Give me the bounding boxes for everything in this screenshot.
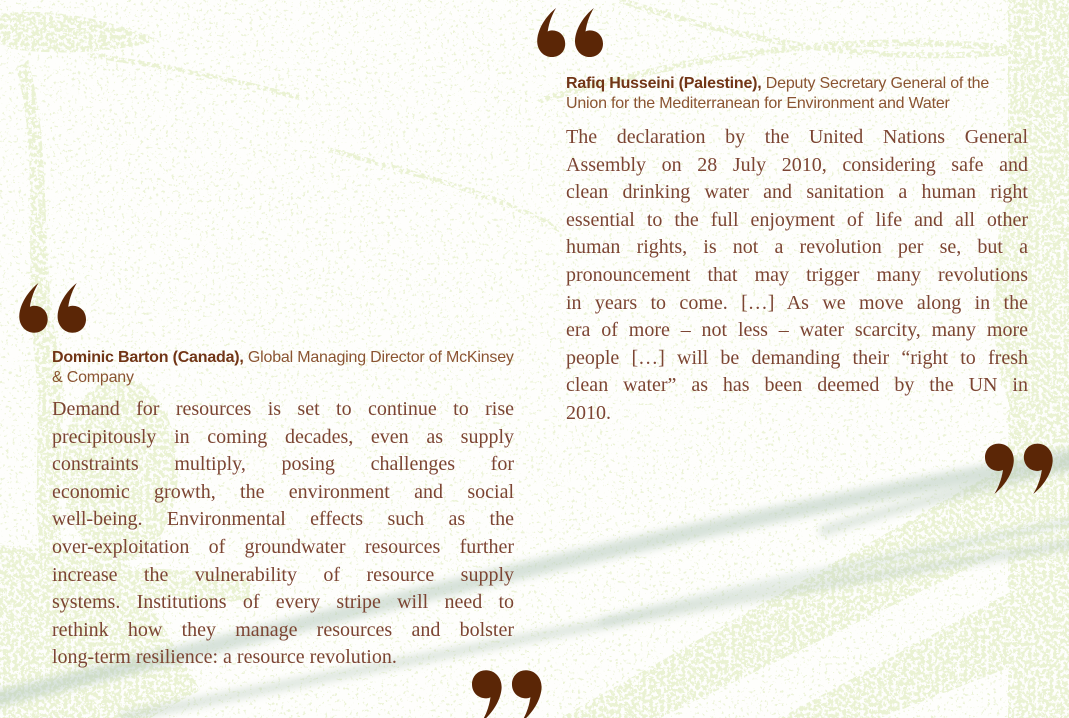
quote-line: in years to come. […] As we move along in the [566,291,1028,314]
speaker-name: Dominic Barton (Canada), [52,349,244,366]
speaker-name: Rafiq Husseini (Palestine), [566,75,762,92]
speaker-title: Deputy Secretary General of the Union for the Mediterranean for Environment and Water [566,75,990,112]
quote-line: constraints multiply, posing challenges for [52,453,514,476]
quote-line: people […] will be demanding their “right to fresh [566,346,1028,369]
quote-text [566,124,1028,428]
quote-text [52,396,514,672]
quote-line: Demand for resources is set to continue to rise [52,398,514,420]
quote-line: well-being. Environmental effects such as the [52,508,514,531]
quote-line: long-term resilience: a resource revolution. [52,646,397,669]
quote-line: Assembly on 28 July 2010, considering safe and [566,153,1028,176]
quote-line: rethink how they manage resources and bolster [52,618,514,641]
quote-line: human rights, is not a revolution per se, but a [566,236,1028,259]
quote-attribution [566,74,1018,114]
quote-line: increase the vulnerability of resource supply [52,563,514,586]
quote-line: over-exploitation of groundwater resources further [52,535,514,558]
speaker-title: Global Managing Director of McKinsey & Company [52,349,514,386]
quote-line: economic growth, the environment and social [52,480,514,503]
quote-line: precipitously in coming decades, even as supply [52,425,514,448]
quote-line: systems. Institutions of every stripe will need to [52,591,514,614]
quote-line: clean drinking water and sanitation a human right [566,181,1028,204]
quote-line: The declaration by the United Nations General [566,126,1028,148]
quote-block-rafiq-husseini [566,74,1028,428]
quote-line: essential to the full enjoyment of life and all other [566,208,1028,231]
quote-block-dominic-barton [52,348,514,672]
quote-line: era of more – not less – water scarcity, many more [566,319,1028,342]
quote-line: pronouncement that may trigger many revolutions [566,263,1028,286]
quote-attribution [52,348,514,388]
quote-line: 2010. [566,401,611,424]
quote-line: clean water” as has been deemed by the UN in [566,374,1028,397]
